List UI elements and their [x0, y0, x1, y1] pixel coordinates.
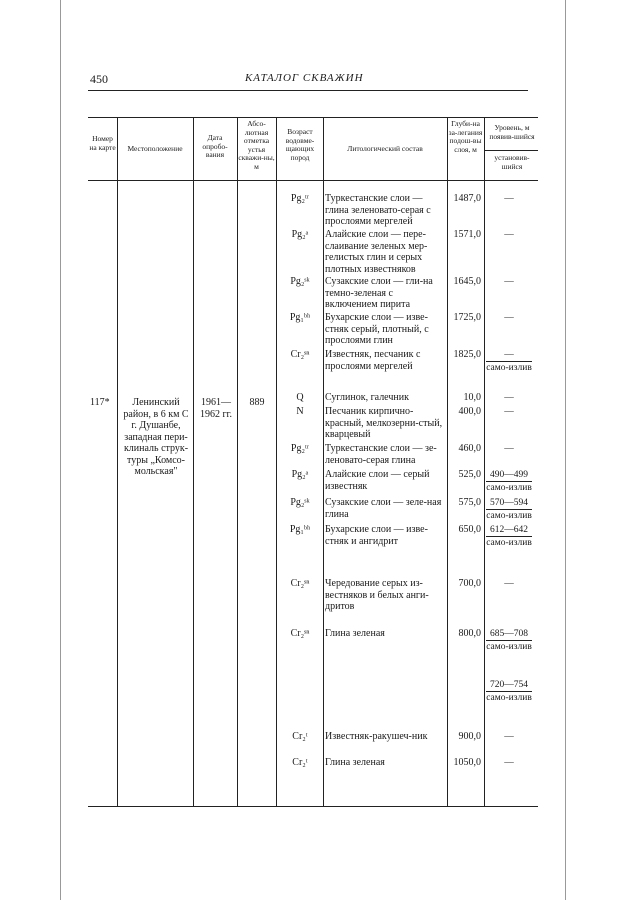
level-appeared: — — [504, 393, 514, 403]
well-elevation: 889 — [249, 397, 265, 408]
layer-lithology: Сузакские слои — гли-на темно-зеленая с включением пирита — [325, 276, 433, 310]
running-head: КАТАЛОГ СКВАЖИН — [245, 72, 364, 84]
header-level-established: установив-шийся — [494, 153, 530, 171]
layer-age: Pg₂ᵗʳ — [290, 193, 310, 204]
header-level-appeared: Уровень, м появив-шийся — [489, 123, 535, 141]
level-appeared: 685—708 — [486, 628, 532, 641]
layer-water-level — [486, 276, 532, 288]
layer-age: Cr₂ˢⁿ — [290, 349, 310, 360]
level-appeared: — — [504, 194, 514, 204]
layer-lithology: Алайские слои — пере-слаивание зеленых мер-гелистых глин и серых плотных известняков — [325, 229, 428, 275]
layer-depth: 525,0 — [458, 469, 481, 480]
layer-water-level — [486, 349, 532, 374]
layer-age: Pg₂ᵃ — [291, 469, 309, 480]
layer-depth: 460,0 — [458, 443, 481, 454]
layer-lithology: Чередование серых из-вестняков и белых анги-дритов — [325, 578, 429, 612]
level-appeared: — — [504, 277, 514, 287]
layer-depth: 650,0 — [458, 524, 481, 535]
layer-water-level — [486, 679, 532, 704]
header-depth: Глуби-на за-легания подош-вы слоя, м — [448, 119, 483, 154]
level-established: само-излив — [486, 538, 532, 548]
level-established: само-излив — [486, 363, 532, 373]
layer-lithology: Известняк, песчаник с прослоями мергелей — [325, 349, 421, 372]
layer-lithology: Бухарские слои — изве-стняк и ангидрит — [325, 524, 428, 547]
level-appeared: — — [504, 732, 514, 742]
level-appeared: — — [504, 444, 514, 454]
well-number: 117* — [90, 397, 110, 408]
layer-water-level — [486, 193, 532, 205]
layer-depth: 700,0 — [458, 578, 481, 589]
layer-depth: 1571,0 — [453, 229, 481, 240]
layer-water-level — [486, 312, 532, 324]
well-location: Ленинский район, в 6 км С г. Душанбе, западная пери-клиналь струк-туры „Комсо-мольская" — [123, 397, 189, 477]
level-appeared: — — [504, 230, 514, 240]
layer-depth: 1725,0 — [453, 312, 481, 323]
layer-lithology: Алайские слои — серый известняк — [325, 469, 430, 492]
layer-age: N — [296, 406, 304, 417]
header-location: Местоположение — [127, 144, 183, 153]
layer-age: Pg₁ᵇʰ — [289, 312, 311, 323]
layer-lithology: Туркестанские слои — глина зеленовато-серая с прослоями мергелей — [325, 193, 431, 227]
header-date: Дата опробо-вания — [202, 133, 228, 159]
layer-age: Cr₂ᵗ — [292, 757, 308, 768]
layer-depth: 1050,0 — [453, 757, 481, 768]
layer-water-level — [486, 392, 532, 404]
layer-water-level — [486, 731, 532, 743]
layer-water-level — [486, 497, 532, 522]
layer-depth: 10,0 — [463, 392, 481, 403]
page-edge-left — [60, 0, 61, 900]
layer-age: Cr₂ˢⁿ — [290, 628, 310, 639]
header-rule — [88, 90, 528, 91]
layer-water-level — [486, 406, 532, 418]
header-age: Возраст водовме-щающих пород — [285, 127, 315, 162]
layer-water-level — [486, 524, 532, 549]
layer-lithology: Туркестанские слои — зе-леновато-серая глина — [325, 443, 437, 466]
layer-age: Pg₂ᵗʳ — [290, 443, 310, 454]
layer-depth: 1825,0 — [453, 349, 481, 360]
layer-age: Cr₂ᵗ — [292, 731, 308, 742]
table-header-rule — [88, 180, 538, 181]
layer-lithology: Песчаник кирпично-красный, мелкозерни-стый, кварцевый — [325, 406, 443, 440]
header-elevation: Абсо-лютная отметка устья скважи-ны, м — [238, 119, 275, 171]
level-appeared: — — [486, 349, 532, 362]
layer-water-level — [486, 578, 532, 590]
layer-water-level — [486, 628, 532, 653]
header-lithology: Литологический состав — [347, 144, 423, 153]
layer-lithology: Бухарские слои — изве-стняк серый, плотный, с прослоями глин — [325, 312, 429, 346]
layer-age: Pg₂ˢᵏ — [290, 497, 310, 508]
level-established: само-излив — [486, 511, 532, 521]
level-appeared: 570—594 — [486, 497, 532, 510]
layer-lithology: Сузакские слои — зеле-ная глина — [325, 497, 442, 520]
table-top-rule — [88, 117, 538, 118]
layer-depth: 1487,0 — [453, 193, 481, 204]
level-appeared: 720—754 — [486, 679, 532, 692]
layer-depth: 575,0 — [458, 497, 481, 508]
layer-lithology: Известняк-ракушеч-ник — [325, 731, 428, 742]
layer-lithology: Суглинок, галечник — [325, 392, 409, 403]
layer-depth: 800,0 — [458, 628, 481, 639]
level-established: само-излив — [486, 693, 532, 703]
header-number: Номер на карте — [89, 134, 116, 152]
table-bottom-rule — [88, 806, 538, 807]
layer-depth: 900,0 — [458, 731, 481, 742]
level-appeared: 490—499 — [486, 469, 532, 482]
level-header-divider — [484, 150, 538, 151]
level-appeared: — — [504, 407, 514, 417]
level-appeared: — — [504, 758, 514, 768]
layer-water-level — [486, 443, 532, 455]
level-established: само-излив — [486, 642, 532, 652]
layer-lithology: Глина зеленая — [325, 757, 385, 768]
layer-age: Pg₂ᵃ — [291, 229, 309, 240]
layer-age: Pg₂ˢᵏ — [290, 276, 310, 287]
layer-water-level — [486, 229, 532, 241]
layer-water-level — [486, 469, 532, 494]
level-appeared: — — [504, 313, 514, 323]
layer-depth: 400,0 — [458, 406, 481, 417]
well-date: 1961—1962 гг. — [199, 397, 233, 420]
page-edge-right — [565, 0, 566, 900]
layer-depth: 1645,0 — [453, 276, 481, 287]
level-established: само-излив — [486, 483, 532, 493]
layer-age: Q — [296, 392, 304, 403]
layer-water-level — [486, 757, 532, 769]
layer-age: Cr₂ˢⁿ — [290, 578, 310, 589]
page-number: 450 — [90, 72, 108, 86]
level-appeared: 612—642 — [486, 524, 532, 537]
level-appeared: — — [504, 579, 514, 589]
layer-age: Pg₁ᵇʰ — [289, 524, 311, 535]
layer-lithology: Глина зеленая — [325, 628, 385, 639]
